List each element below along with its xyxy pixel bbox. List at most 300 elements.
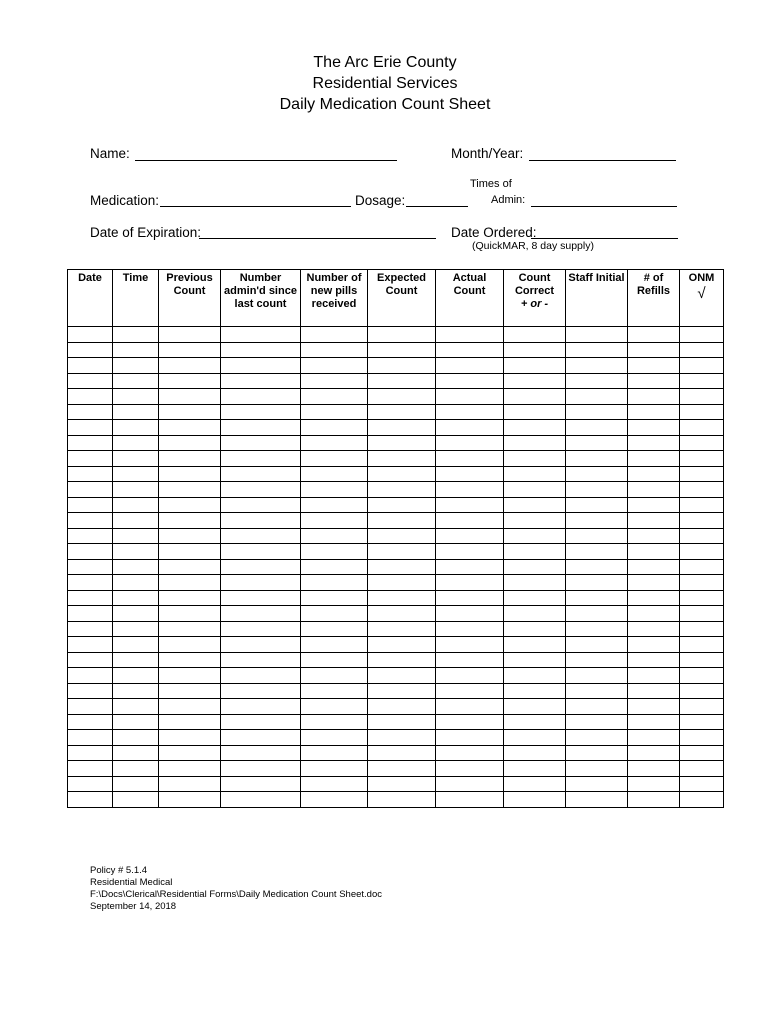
table-cell[interactable]: [628, 466, 680, 482]
table-cell[interactable]: [113, 683, 159, 699]
table-cell[interactable]: [504, 513, 566, 529]
table-cell[interactable]: [504, 745, 566, 761]
table-cell[interactable]: [113, 389, 159, 405]
table-cell[interactable]: [504, 404, 566, 420]
table-cell[interactable]: [301, 683, 368, 699]
table-cell[interactable]: [113, 730, 159, 746]
table-cell[interactable]: [368, 714, 436, 730]
table-cell[interactable]: [301, 327, 368, 343]
table-cell[interactable]: [368, 420, 436, 436]
table-cell[interactable]: [368, 637, 436, 653]
table-cell[interactable]: [628, 482, 680, 498]
table-cell[interactable]: [436, 358, 504, 374]
table-cell[interactable]: [436, 497, 504, 513]
table-cell[interactable]: [113, 435, 159, 451]
table-cell[interactable]: [221, 699, 301, 715]
table-cell[interactable]: [159, 590, 221, 606]
table-cell[interactable]: [301, 544, 368, 560]
table-cell[interactable]: [436, 792, 504, 808]
table-cell[interactable]: [504, 776, 566, 792]
table-cell[interactable]: [436, 606, 504, 622]
table-cell[interactable]: [221, 652, 301, 668]
table-cell[interactable]: [159, 544, 221, 560]
table-cell[interactable]: [113, 327, 159, 343]
table-cell[interactable]: [301, 714, 368, 730]
table-cell[interactable]: [221, 451, 301, 467]
table-cell[interactable]: [628, 559, 680, 575]
table-cell[interactable]: [368, 792, 436, 808]
table-cell[interactable]: [436, 761, 504, 777]
table-cell[interactable]: [628, 606, 680, 622]
table-cell[interactable]: [566, 544, 628, 560]
table-cell[interactable]: [436, 745, 504, 761]
table-cell[interactable]: [566, 559, 628, 575]
table-cell[interactable]: [680, 668, 724, 684]
name-field[interactable]: [135, 160, 397, 161]
table-cell[interactable]: [436, 373, 504, 389]
table-cell[interactable]: [368, 358, 436, 374]
table-cell[interactable]: [680, 575, 724, 591]
table-cell[interactable]: [368, 497, 436, 513]
table-cell[interactable]: [566, 420, 628, 436]
table-cell[interactable]: [368, 513, 436, 529]
table-cell[interactable]: [368, 373, 436, 389]
table-cell[interactable]: [221, 745, 301, 761]
table-cell[interactable]: [68, 559, 113, 575]
table-cell[interactable]: [113, 699, 159, 715]
table-cell[interactable]: [566, 714, 628, 730]
table-cell[interactable]: [221, 528, 301, 544]
table-cell[interactable]: [504, 575, 566, 591]
table-cell[interactable]: [436, 730, 504, 746]
table-cell[interactable]: [159, 776, 221, 792]
table-cell[interactable]: [68, 621, 113, 637]
table-cell[interactable]: [680, 590, 724, 606]
table-cell[interactable]: [159, 714, 221, 730]
table-cell[interactable]: [436, 559, 504, 575]
table-cell[interactable]: [113, 466, 159, 482]
table-cell[interactable]: [566, 528, 628, 544]
table-cell[interactable]: [368, 745, 436, 761]
table-cell[interactable]: [113, 761, 159, 777]
table-cell[interactable]: [566, 776, 628, 792]
table-cell[interactable]: [504, 652, 566, 668]
table-cell[interactable]: [628, 358, 680, 374]
table-cell[interactable]: [680, 606, 724, 622]
table-cell[interactable]: [368, 590, 436, 606]
table-cell[interactable]: [113, 373, 159, 389]
table-cell[interactable]: [566, 792, 628, 808]
table-cell[interactable]: [113, 404, 159, 420]
table-cell[interactable]: [566, 683, 628, 699]
table-cell[interactable]: [504, 528, 566, 544]
table-cell[interactable]: [159, 358, 221, 374]
table-cell[interactable]: [628, 404, 680, 420]
table-cell[interactable]: [113, 590, 159, 606]
table-cell[interactable]: [221, 513, 301, 529]
table-cell[interactable]: [221, 668, 301, 684]
table-cell[interactable]: [436, 668, 504, 684]
table-cell[interactable]: [113, 668, 159, 684]
table-cell[interactable]: [301, 559, 368, 575]
table-cell[interactable]: [221, 621, 301, 637]
table-cell[interactable]: [221, 435, 301, 451]
table-cell[interactable]: [436, 652, 504, 668]
table-cell[interactable]: [368, 621, 436, 637]
table-cell[interactable]: [301, 389, 368, 405]
table-cell[interactable]: [221, 776, 301, 792]
table-cell[interactable]: [566, 745, 628, 761]
table-cell[interactable]: [368, 482, 436, 498]
table-cell[interactable]: [159, 652, 221, 668]
table-cell[interactable]: [436, 699, 504, 715]
table-cell[interactable]: [221, 420, 301, 436]
table-cell[interactable]: [113, 776, 159, 792]
table-cell[interactable]: [628, 776, 680, 792]
times-of-admin-field[interactable]: [531, 206, 677, 207]
table-cell[interactable]: [301, 342, 368, 358]
table-cell[interactable]: [159, 420, 221, 436]
table-cell[interactable]: [68, 606, 113, 622]
table-cell[interactable]: [159, 683, 221, 699]
dosage-field[interactable]: [406, 206, 468, 207]
table-cell[interactable]: [368, 544, 436, 560]
table-cell[interactable]: [680, 435, 724, 451]
table-cell[interactable]: [159, 466, 221, 482]
table-cell[interactable]: [221, 761, 301, 777]
table-cell[interactable]: [628, 497, 680, 513]
table-cell[interactable]: [436, 466, 504, 482]
table-cell[interactable]: [504, 637, 566, 653]
table-cell[interactable]: [301, 652, 368, 668]
table-cell[interactable]: [368, 451, 436, 467]
table-cell[interactable]: [113, 745, 159, 761]
table-cell[interactable]: [159, 606, 221, 622]
table-cell[interactable]: [301, 606, 368, 622]
table-cell[interactable]: [113, 528, 159, 544]
table-cell[interactable]: [436, 327, 504, 343]
table-cell[interactable]: [628, 435, 680, 451]
table-cell[interactable]: [113, 575, 159, 591]
table-cell[interactable]: [221, 730, 301, 746]
table-cell[interactable]: [68, 590, 113, 606]
table-cell[interactable]: [436, 451, 504, 467]
table-cell[interactable]: [113, 544, 159, 560]
table-cell[interactable]: [68, 714, 113, 730]
table-cell[interactable]: [159, 327, 221, 343]
table-cell[interactable]: [113, 606, 159, 622]
table-cell[interactable]: [628, 513, 680, 529]
table-cell[interactable]: [628, 420, 680, 436]
medication-field[interactable]: [160, 206, 351, 207]
table-cell[interactable]: [221, 342, 301, 358]
table-cell[interactable]: [301, 513, 368, 529]
table-cell[interactable]: [301, 451, 368, 467]
table-cell[interactable]: [680, 714, 724, 730]
table-cell[interactable]: [68, 513, 113, 529]
table-cell[interactable]: [68, 528, 113, 544]
table-cell[interactable]: [628, 342, 680, 358]
table-cell[interactable]: [566, 358, 628, 374]
table-cell[interactable]: [159, 482, 221, 498]
table-cell[interactable]: [566, 404, 628, 420]
table-cell[interactable]: [680, 404, 724, 420]
table-cell[interactable]: [628, 792, 680, 808]
table-cell[interactable]: [680, 373, 724, 389]
table-cell[interactable]: [436, 435, 504, 451]
table-cell[interactable]: [680, 792, 724, 808]
table-cell[interactable]: [628, 544, 680, 560]
table-cell[interactable]: [368, 606, 436, 622]
table-cell[interactable]: [566, 621, 628, 637]
table-cell[interactable]: [301, 761, 368, 777]
table-cell[interactable]: [159, 513, 221, 529]
table-cell[interactable]: [628, 652, 680, 668]
table-cell[interactable]: [301, 528, 368, 544]
table-cell[interactable]: [680, 652, 724, 668]
table-cell[interactable]: [504, 668, 566, 684]
table-cell[interactable]: [68, 776, 113, 792]
table-cell[interactable]: [436, 420, 504, 436]
table-cell[interactable]: [680, 730, 724, 746]
table-cell[interactable]: [159, 637, 221, 653]
table-cell[interactable]: [680, 342, 724, 358]
table-cell[interactable]: [680, 389, 724, 405]
table-cell[interactable]: [436, 482, 504, 498]
table-cell[interactable]: [68, 544, 113, 560]
table-cell[interactable]: [113, 482, 159, 498]
table-cell[interactable]: [368, 559, 436, 575]
table-cell[interactable]: [368, 652, 436, 668]
table-cell[interactable]: [436, 389, 504, 405]
table-cell[interactable]: [68, 652, 113, 668]
table-cell[interactable]: [301, 730, 368, 746]
table-cell[interactable]: [113, 513, 159, 529]
table-cell[interactable]: [159, 373, 221, 389]
table-cell[interactable]: [680, 699, 724, 715]
table-cell[interactable]: [68, 668, 113, 684]
table-cell[interactable]: [436, 776, 504, 792]
table-cell[interactable]: [301, 575, 368, 591]
table-cell[interactable]: [301, 792, 368, 808]
table-cell[interactable]: [221, 792, 301, 808]
table-cell[interactable]: [159, 745, 221, 761]
table-cell[interactable]: [368, 528, 436, 544]
table-cell[interactable]: [628, 761, 680, 777]
table-cell[interactable]: [628, 590, 680, 606]
table-cell[interactable]: [566, 327, 628, 343]
table-cell[interactable]: [680, 776, 724, 792]
table-cell[interactable]: [566, 373, 628, 389]
table-cell[interactable]: [159, 730, 221, 746]
table-cell[interactable]: [436, 637, 504, 653]
table-cell[interactable]: [566, 482, 628, 498]
table-cell[interactable]: [221, 714, 301, 730]
table-cell[interactable]: [504, 792, 566, 808]
table-cell[interactable]: [301, 621, 368, 637]
table-cell[interactable]: [504, 683, 566, 699]
table-cell[interactable]: [368, 730, 436, 746]
table-cell[interactable]: [113, 652, 159, 668]
table-cell[interactable]: [504, 373, 566, 389]
table-cell[interactable]: [221, 358, 301, 374]
table-cell[interactable]: [159, 559, 221, 575]
table-cell[interactable]: [68, 497, 113, 513]
table-cell[interactable]: [436, 404, 504, 420]
table-cell[interactable]: [159, 621, 221, 637]
table-cell[interactable]: [159, 699, 221, 715]
table-cell[interactable]: [628, 668, 680, 684]
table-cell[interactable]: [221, 373, 301, 389]
table-cell[interactable]: [68, 466, 113, 482]
table-cell[interactable]: [68, 404, 113, 420]
table-cell[interactable]: [221, 575, 301, 591]
table-cell[interactable]: [436, 714, 504, 730]
table-cell[interactable]: [566, 730, 628, 746]
table-cell[interactable]: [436, 590, 504, 606]
table-cell[interactable]: [504, 435, 566, 451]
table-cell[interactable]: [436, 575, 504, 591]
table-cell[interactable]: [504, 544, 566, 560]
table-cell[interactable]: [504, 590, 566, 606]
table-cell[interactable]: [68, 451, 113, 467]
table-cell[interactable]: [680, 761, 724, 777]
table-cell[interactable]: [680, 466, 724, 482]
table-cell[interactable]: [68, 730, 113, 746]
table-cell[interactable]: [68, 373, 113, 389]
table-cell[interactable]: [159, 435, 221, 451]
table-cell[interactable]: [301, 358, 368, 374]
table-cell[interactable]: [301, 590, 368, 606]
table-cell[interactable]: [368, 435, 436, 451]
table-cell[interactable]: [504, 606, 566, 622]
table-cell[interactable]: [566, 668, 628, 684]
table-cell[interactable]: [504, 466, 566, 482]
table-cell[interactable]: [113, 621, 159, 637]
table-cell[interactable]: [436, 528, 504, 544]
table-cell[interactable]: [504, 342, 566, 358]
table-cell[interactable]: [159, 528, 221, 544]
table-cell[interactable]: [436, 683, 504, 699]
table-cell[interactable]: [221, 466, 301, 482]
table-cell[interactable]: [680, 451, 724, 467]
table-cell[interactable]: [680, 497, 724, 513]
table-cell[interactable]: [628, 714, 680, 730]
table-cell[interactable]: [113, 792, 159, 808]
table-cell[interactable]: [680, 559, 724, 575]
table-cell[interactable]: [68, 792, 113, 808]
table-cell[interactable]: [68, 745, 113, 761]
table-cell[interactable]: [221, 404, 301, 420]
table-cell[interactable]: [159, 792, 221, 808]
table-cell[interactable]: [566, 575, 628, 591]
table-cell[interactable]: [436, 342, 504, 358]
table-cell[interactable]: [368, 575, 436, 591]
expiration-field[interactable]: [199, 238, 436, 239]
table-cell[interactable]: [628, 327, 680, 343]
table-cell[interactable]: [221, 606, 301, 622]
table-cell[interactable]: [113, 451, 159, 467]
table-cell[interactable]: [628, 575, 680, 591]
table-cell[interactable]: [113, 637, 159, 653]
table-cell[interactable]: [680, 621, 724, 637]
table-cell[interactable]: [159, 404, 221, 420]
table-cell[interactable]: [301, 420, 368, 436]
table-cell[interactable]: [628, 683, 680, 699]
table-cell[interactable]: [628, 373, 680, 389]
table-cell[interactable]: [680, 745, 724, 761]
table-cell[interactable]: [566, 513, 628, 529]
table-cell[interactable]: [301, 404, 368, 420]
table-cell[interactable]: [368, 389, 436, 405]
table-cell[interactable]: [68, 575, 113, 591]
table-cell[interactable]: [628, 389, 680, 405]
table-cell[interactable]: [159, 761, 221, 777]
table-cell[interactable]: [504, 327, 566, 343]
table-cell[interactable]: [301, 466, 368, 482]
table-cell[interactable]: [504, 420, 566, 436]
table-cell[interactable]: [504, 482, 566, 498]
table-cell[interactable]: [628, 730, 680, 746]
table-cell[interactable]: [628, 637, 680, 653]
table-cell[interactable]: [159, 497, 221, 513]
table-cell[interactable]: [221, 327, 301, 343]
table-cell[interactable]: [221, 683, 301, 699]
table-cell[interactable]: [504, 389, 566, 405]
table-cell[interactable]: [368, 761, 436, 777]
table-cell[interactable]: [68, 342, 113, 358]
table-cell[interactable]: [368, 466, 436, 482]
table-cell[interactable]: [504, 451, 566, 467]
table-cell[interactable]: [221, 482, 301, 498]
table-cell[interactable]: [504, 497, 566, 513]
table-cell[interactable]: [566, 699, 628, 715]
table-cell[interactable]: [68, 435, 113, 451]
table-cell[interactable]: [68, 683, 113, 699]
table-cell[interactable]: [368, 776, 436, 792]
table-cell[interactable]: [221, 637, 301, 653]
table-cell[interactable]: [113, 714, 159, 730]
table-cell[interactable]: [221, 497, 301, 513]
table-cell[interactable]: [628, 745, 680, 761]
table-cell[interactable]: [159, 575, 221, 591]
table-cell[interactable]: [566, 466, 628, 482]
table-cell[interactable]: [566, 342, 628, 358]
table-cell[interactable]: [680, 513, 724, 529]
table-cell[interactable]: [113, 358, 159, 374]
table-cell[interactable]: [301, 699, 368, 715]
table-cell[interactable]: [159, 668, 221, 684]
table-cell[interactable]: [159, 342, 221, 358]
table-cell[interactable]: [368, 699, 436, 715]
table-cell[interactable]: [504, 559, 566, 575]
table-cell[interactable]: [113, 420, 159, 436]
table-cell[interactable]: [504, 761, 566, 777]
table-cell[interactable]: [301, 668, 368, 684]
table-cell[interactable]: [113, 342, 159, 358]
table-cell[interactable]: [221, 559, 301, 575]
table-cell[interactable]: [368, 668, 436, 684]
table-cell[interactable]: [680, 637, 724, 653]
table-cell[interactable]: [368, 327, 436, 343]
table-cell[interactable]: [301, 637, 368, 653]
table-cell[interactable]: [504, 730, 566, 746]
table-cell[interactable]: [566, 637, 628, 653]
table-cell[interactable]: [566, 435, 628, 451]
table-cell[interactable]: [68, 420, 113, 436]
table-cell[interactable]: [680, 544, 724, 560]
table-cell[interactable]: [159, 389, 221, 405]
